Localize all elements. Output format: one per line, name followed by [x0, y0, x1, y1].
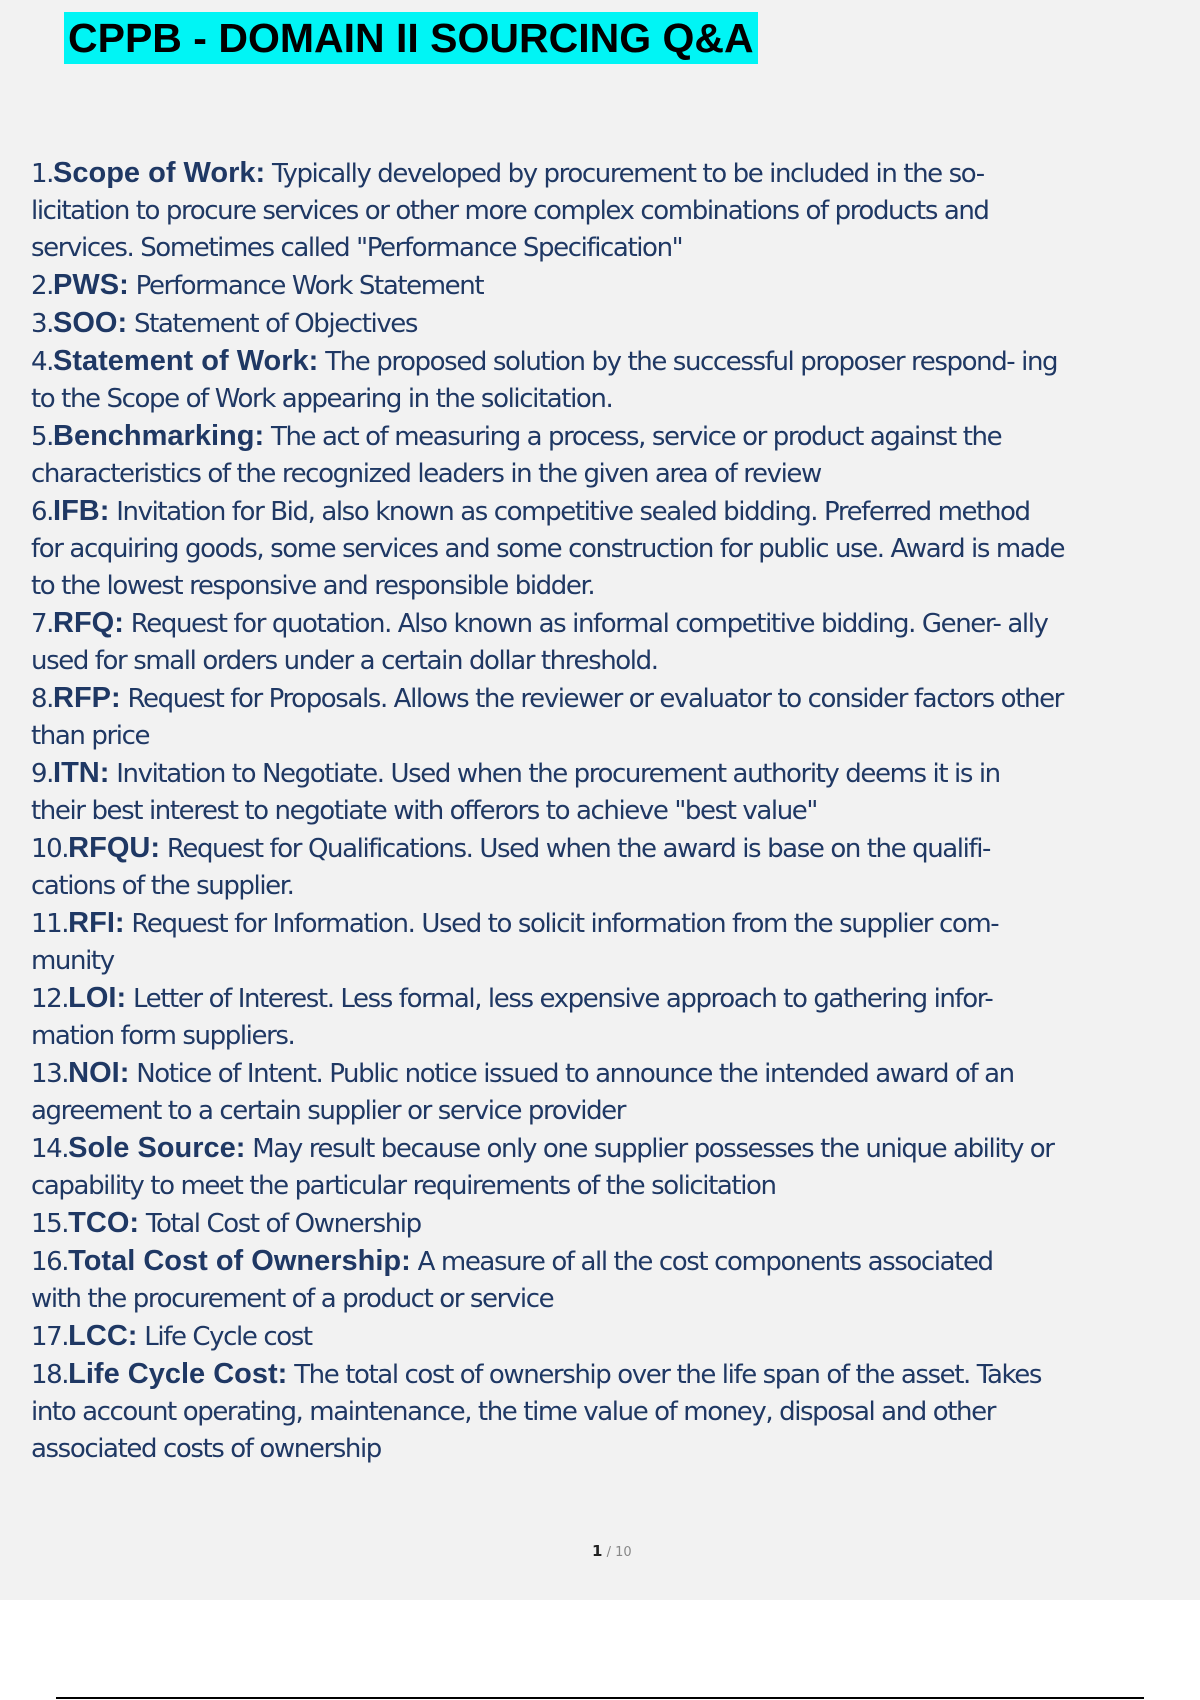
qa-term: SOO:: [53, 307, 128, 339]
qa-term: Scope of Work:: [53, 157, 266, 189]
qa-number: 7.: [31, 609, 54, 639]
qa-number: 12.: [31, 984, 69, 1014]
qa-term: LOI:: [68, 982, 127, 1014]
qa-definition: Request for quotation. Also known as informal competitive bidding. Gener- ally used for small orders under a certain dollar threshold.: [31, 609, 1048, 676]
qa-number: 1.: [31, 159, 54, 189]
footer-rule: [56, 1697, 1144, 1699]
qa-number: 16.: [31, 1247, 69, 1277]
qa-number: 6.: [31, 497, 54, 527]
qa-item: [31, 755, 1200, 830]
qa-definition: Invitation for Bid, also known as competitive sealed bidding. Preferred method for acquiring goods, some services and some construction for public use. Award is made to the lowest responsive and responsible bidder.: [31, 497, 1065, 601]
qa-item: [31, 1318, 1200, 1356]
page-separator: /: [602, 1545, 616, 1560]
qa-term: Sole Source:: [68, 1132, 246, 1164]
qa-item: [31, 830, 1200, 905]
qa-number: 11.: [31, 909, 69, 939]
qa-definition: A measure of all the cost components associated with the procurement of a product or service: [31, 1247, 993, 1314]
qa-definition: Request for Qualifications. Used when the award is base on the qualifi- cations of the supplier.: [31, 834, 991, 901]
qa-item: [31, 493, 1200, 605]
current-page: 1: [592, 1542, 603, 1560]
qa-term: RFQU:: [68, 832, 160, 864]
qa-number: 13.: [31, 1059, 69, 1089]
qa-item: [31, 1243, 1200, 1318]
qa-term: RFQ:: [53, 607, 124, 639]
qa-term: PWS:: [53, 269, 129, 301]
qa-term: IFB:: [53, 495, 110, 527]
qa-item: [31, 155, 1200, 267]
qa-list: [31, 155, 1200, 1468]
qa-number: 15.: [31, 1209, 69, 1239]
qa-definition: Request for Information. Used to solicit information from the supplier com- munity: [31, 909, 999, 976]
qa-number: 2.: [31, 271, 54, 301]
qa-term: TCO:: [68, 1207, 140, 1239]
qa-number: 9.: [31, 759, 54, 789]
qa-number: 18.: [31, 1360, 69, 1390]
qa-number: 14.: [31, 1134, 69, 1164]
qa-term: Statement of Work:: [53, 345, 319, 377]
qa-number: 4.: [31, 347, 54, 377]
qa-definition: Request for Proposals. Allows the reviewer or evaluator to consider factors other than price: [31, 684, 1063, 751]
qa-number: 8.: [31, 684, 54, 714]
qa-item: [31, 680, 1200, 755]
qa-number: 5.: [31, 422, 54, 452]
qa-definition: Notice of Intent. Public notice issued to announce the intended award of an agreement to a certain supplier or service provider: [31, 1059, 1014, 1126]
qa-term: Total Cost of Ownership:: [68, 1245, 411, 1277]
qa-term: ITN:: [53, 757, 110, 789]
qa-item: [31, 1205, 1200, 1243]
qa-definition: The act of measuring a process, service or product against the characteristics of the recognized leaders in the given area of review: [31, 422, 1002, 489]
qa-definition: Typically developed by procurement to be included in the so- licitation to procure services or other more complex combinations of products and services. Sometimes called "Performance Specification": [31, 159, 989, 263]
qa-number: 10.: [31, 834, 69, 864]
qa-definition: May result because only one supplier possesses the unique ability or capability to meet the particular requirements of the solicitation: [31, 1134, 1054, 1201]
qa-item: [31, 1356, 1200, 1468]
qa-item: [31, 905, 1200, 980]
qa-definition: Statement of Objectives: [127, 309, 418, 339]
document-title: CPPB - DOMAIN II SOURCING Q&A: [64, 12, 758, 64]
qa-definition: Performance Work Statement: [128, 271, 484, 301]
qa-number: 3.: [31, 309, 54, 339]
qa-definition: Invitation to Negotiate. Used when the procurement authority deems it is in their best interest to negotiate with offerors to achieve "best value": [31, 759, 1000, 826]
qa-definition: Life Cycle cost: [137, 1322, 312, 1352]
qa-item: [31, 1055, 1200, 1130]
qa-term: LCC:: [68, 1320, 138, 1352]
page-indicator: [592, 1542, 632, 1560]
qa-definition: Letter of Interest. Less formal, less expensive approach to gathering infor- mation form suppliers.: [31, 984, 993, 1051]
qa-term: RFI:: [68, 907, 125, 939]
qa-item: [31, 980, 1200, 1055]
qa-item: [31, 267, 1200, 305]
qa-term: NOI:: [68, 1057, 130, 1089]
qa-term: Life Cycle Cost:: [68, 1358, 288, 1390]
qa-definition: Total Cost of Ownership: [139, 1209, 421, 1239]
qa-number: 17.: [31, 1322, 69, 1352]
qa-item: [31, 305, 1200, 343]
qa-definition: The proposed solution by the successful proposer respond- ing to the Scope of Work appearing in the solicitation.: [31, 347, 1058, 414]
qa-item: [31, 418, 1200, 493]
qa-term: RFP:: [53, 682, 121, 714]
qa-term: Benchmarking:: [53, 420, 265, 452]
qa-item: [31, 343, 1200, 418]
qa-definition: The total cost of ownership over the life span of the asset. Takes into account operating, maintenance, the time value of money, disposal and other associated costs of ownership: [31, 1360, 1041, 1464]
qa-item: [31, 605, 1200, 680]
total-pages: 10: [615, 1545, 632, 1560]
qa-item: [31, 1130, 1200, 1205]
